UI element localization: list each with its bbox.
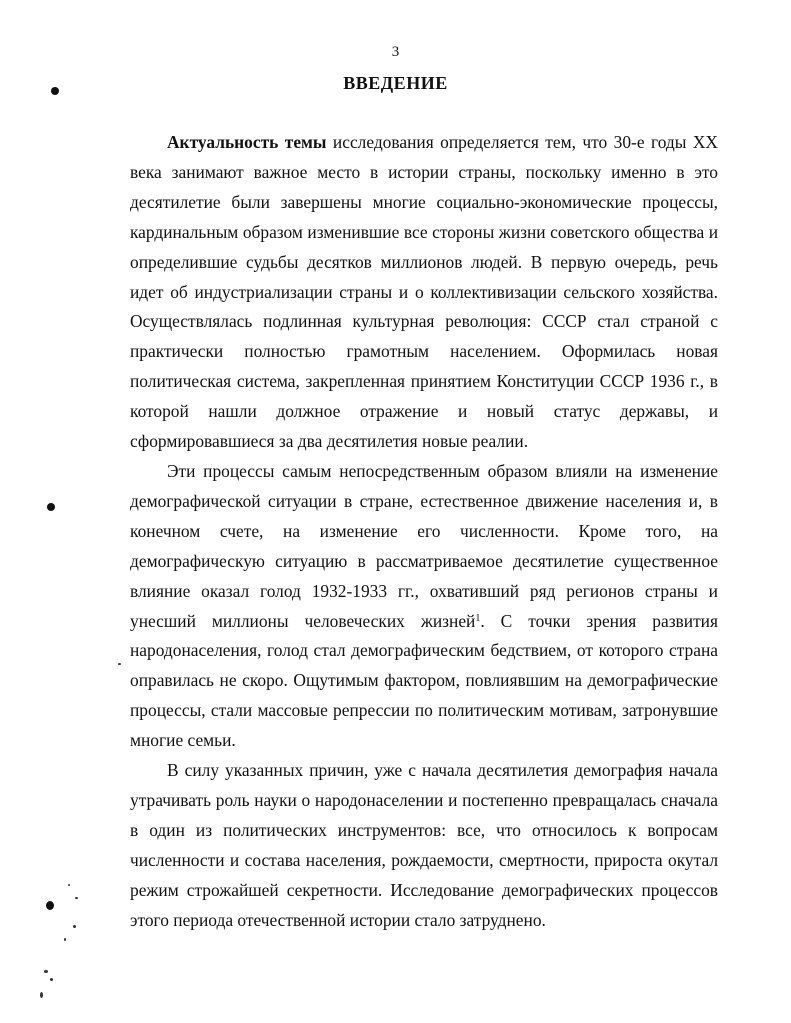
paragraph-1 (130, 128, 718, 457)
paragraph-1-text: исследования определяется тем, что 30-е годы XX века занимают важное место в истории страны, поскольку именно в это десятилетие были завершены многие социально-экономические процессы, кардинальным образом изменившие все стороны жизни советского общества и определившие судьбы десятков миллионов людей. В первую очередь, речь идет об индустриализации страны и о коллективизации сельского хозяйства. Осуществлялась подлинная культурная революция: СССР стал страной с практически полностью грамотным населением. Оформилась новая политическая система, закрепленная принятием Конституции СССР 1936 г., в которой нашли должное отражение и новый статус державы, и сформировавшиеся за два десятилетия новые реалии. (130, 132, 718, 452)
paragraph-2-text-before: Эти процессы самым непосредственным образом влияли на изменение демографической ситуации в стране, естественное движение населения и, в конечном счете, на изменение его численности. Кроме того, на демографическую ситуацию в рассматриваемое десятилетие существенное влияние оказал голод 1932-1933 гг., охвативший ряд регионов страны и унесший миллионы человеческих жизней (130, 460, 718, 631)
bold-lead: Актуальность темы (167, 132, 327, 152)
scan-speck (73, 925, 76, 928)
section-heading: ВВЕДЕНИЕ (343, 73, 448, 93)
punch-hole-mark (46, 901, 54, 910)
paragraph-3-text: В силу указанных причин, уже с начала десятилетия демография начала утрачивать роль науки о народонаселении и постепенно превращалась сначала в один из политических инструментов: все, что относилось к вопросам численности и состава населения, рождаемости, смертности, прироста окутал режим строжайшей секретности. Исследование демографических процессов этого периода отечественной истории стало затруднено. (130, 760, 718, 930)
page-number: 3 (391, 44, 400, 60)
scan-speck (40, 992, 43, 998)
punch-hole-mark (47, 503, 55, 511)
scan-speck (75, 897, 78, 899)
paragraph-2-text-after: . С точки зрения развития народонаселения, голод стал демографическим бедствием, от которого страна оправилась не скоро. Ощутимым фактором, повлиявшим на демографические процессы, стали массовые репрессии по политическим мотивам, затронувшие многие семьи. (130, 610, 718, 751)
scan-speck (50, 978, 53, 981)
footnote-mark: 1 (475, 612, 481, 624)
paragraph-2 (130, 457, 718, 756)
scan-speck (118, 663, 121, 665)
body-text (130, 128, 718, 935)
scan-speck (64, 938, 66, 941)
punch-hole-mark (51, 87, 59, 95)
scan-speck (44, 970, 48, 973)
scan-speck (68, 884, 70, 886)
paragraph-3 (130, 756, 718, 935)
